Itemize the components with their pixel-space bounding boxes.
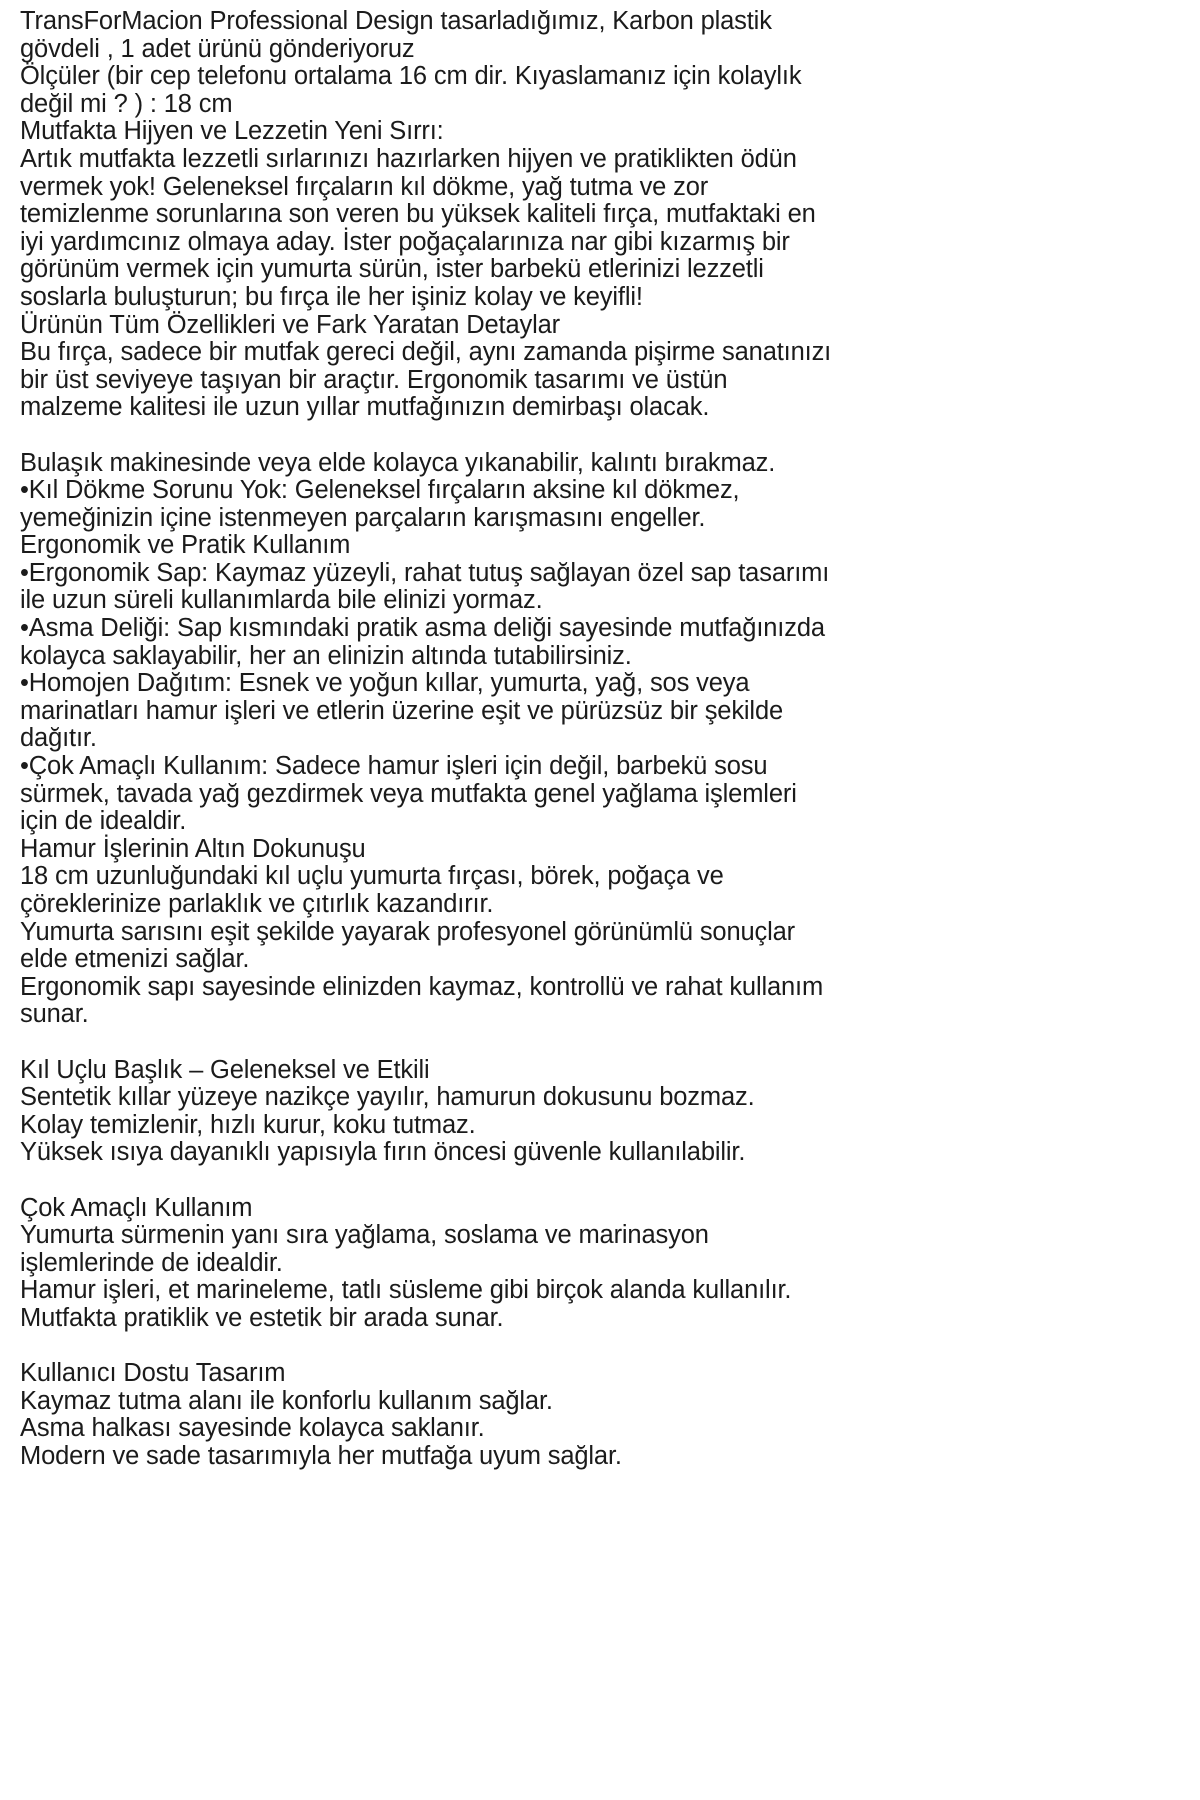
description-line: dağıtır. xyxy=(20,724,97,753)
description-line: Hamur işleri, et marineleme, tatlı süsleme gibi birçok alanda kullanılır. xyxy=(20,1276,792,1305)
description-line: malzeme kalitesi ile uzun yıllar mutfağınızın demirbaşı olacak. xyxy=(20,393,710,422)
description-line: Ürünün Tüm Özellikleri ve Fark Yaratan Detaylar xyxy=(20,310,560,339)
description-line: 18 cm uzunluğundaki kıl uçlu yumurta fırçası, börek, poğaça ve xyxy=(20,862,724,891)
description-line: kolayca saklayabilir, her an elinizin altında tutabilirsiniz. xyxy=(20,641,632,670)
description-line: •Asma Deliği: Sap kısmındaki pratik asma deliği sayesinde mutfağınızda xyxy=(20,614,825,643)
description-line: Hamur İşlerinin Altın Dokunuşu xyxy=(20,834,366,863)
description-line: Artık mutfakta lezzetli sırlarınızı hazırlarken hijyen ve pratiklikten ödün xyxy=(20,144,797,173)
description-line: Yüksek ısıya dayanıklı yapısıyla fırın öncesi güvenle kullanılabilir. xyxy=(20,1138,746,1167)
description-line: Bu fırça, sadece bir mutfak gereci değil, aynı zamanda pişirme sanatınızı xyxy=(20,338,832,367)
description-line: değil mi ? ) : 18 cm xyxy=(20,89,233,118)
description-line: •Kıl Dökme Sorunu Yok: Geleneksel fırçaların aksine kıl dökmez, xyxy=(20,476,740,505)
description-line: •Çok Amaçlı Kullanım: Sadece hamur işleri için değil, barbekü sosu xyxy=(20,752,768,781)
description-line: Mutfakta pratiklik ve estetik bir arada sunar. xyxy=(20,1303,504,1332)
description-line: ile uzun süreli kullanımlarda bile elinizi yormaz. xyxy=(20,586,543,615)
description-line: vermek yok! Geleneksel fırçaların kıl dökme, yağ tutma ve zor xyxy=(20,172,709,201)
description-blank-line xyxy=(20,1167,1030,1195)
description-blank-line xyxy=(20,422,1030,450)
description-line: Kolay temizlenir, hızlı kurur, koku tutmaz. xyxy=(20,1110,476,1139)
description-line: gövdeli , 1 adet ürünü gönderiyoruz xyxy=(20,34,415,63)
description-line: yemeğinizin içine istenmeyen parçaların karışmasını engeller. xyxy=(20,503,706,532)
description-line: Yumurta sürmenin yanı sıra yağlama, soslama ve marinasyon xyxy=(20,1221,709,1250)
description-line: işlemlerinde de idealdir. xyxy=(20,1248,283,1277)
description-line: sunar. xyxy=(20,1000,89,1029)
description-line: bir üst seviyeye taşıyan bir araçtır. Ergonomik tasarımı ve üstün xyxy=(20,365,728,394)
description-blank-line xyxy=(20,1333,1030,1361)
description-line: Ergonomik sapı sayesinde elinizden kaymaz, kontrollü ve rahat kullanım xyxy=(20,972,824,1001)
product-description-text xyxy=(20,8,1030,1470)
description-line: Kaymaz tutma alanı ile konforlu kullanım sağlar. xyxy=(20,1386,553,1415)
description-line: için de idealdir. xyxy=(20,807,187,836)
description-line: marinatları hamur işleri ve etlerin üzerine eşit ve pürüzsüz bir şekilde xyxy=(20,696,784,725)
description-line: temizlenme sorunlarına son veren bu yüksek kaliteli fırça, mutfaktaki en xyxy=(20,200,816,229)
description-line: Ölçüler (bir cep telefonu ortalama 16 cm dir. Kıyaslamanız için kolaylık xyxy=(20,62,802,91)
description-line: Ergonomik ve Pratik Kullanım xyxy=(20,531,351,560)
description-line: elde etmenizi sağlar. xyxy=(20,945,250,974)
description-blank-line xyxy=(20,1029,1030,1057)
description-line: Kıl Uçlu Başlık – Geleneksel ve Etkili xyxy=(20,1055,430,1084)
description-line: Sentetik kıllar yüzeye nazikçe yayılır, hamurun dokusunu bozmaz. xyxy=(20,1083,755,1112)
description-line: iyi yardımcınız olmaya aday. İster poğaçalarınıza nar gibi kızarmış bir xyxy=(20,227,790,256)
description-line: •Homojen Dağıtım: Esnek ve yoğun kıllar, yumurta, yağ, sos veya xyxy=(20,669,750,698)
description-line: çöreklerinize parlaklık ve çıtırlık kazandırır. xyxy=(20,890,494,918)
description-line: •Ergonomik Sap: Kaymaz yüzeyli, rahat tutuş sağlayan özel sap tasarımı xyxy=(20,558,830,587)
description-line: Asma halkası sayesinde kolayca saklanır. xyxy=(20,1414,485,1443)
description-line: Yumurta sarısını eşit şekilde yayarak profesyonel görünümlü sonuçlar xyxy=(20,917,796,946)
description-line: soslarla buluşturun; bu fırça ile her işiniz kolay ve keyifli! xyxy=(20,282,643,311)
description-line: TransForMacion Professional Design tasarladığımız, Karbon plastik xyxy=(20,7,772,35)
description-line: görünüm vermek için yumurta sürün, ister barbekü etlerinizi lezzetli xyxy=(20,255,764,284)
description-line: Bulaşık makinesinde veya elde kolayca yıkanabilir, kalıntı bırakmaz. xyxy=(20,448,776,477)
description-line: Çok Amaçlı Kullanım xyxy=(20,1193,253,1222)
description-line: Modern ve sade tasarımıyla her mutfağa uyum sağlar. xyxy=(20,1441,622,1470)
description-line: sürmek, tavada yağ gezdirmek veya mutfakta genel yağlama işlemleri xyxy=(20,779,797,808)
description-line: Kullanıcı Dostu Tasarım xyxy=(20,1359,286,1388)
description-line: Mutfakta Hijyen ve Lezzetin Yeni Sırrı: xyxy=(20,117,444,146)
